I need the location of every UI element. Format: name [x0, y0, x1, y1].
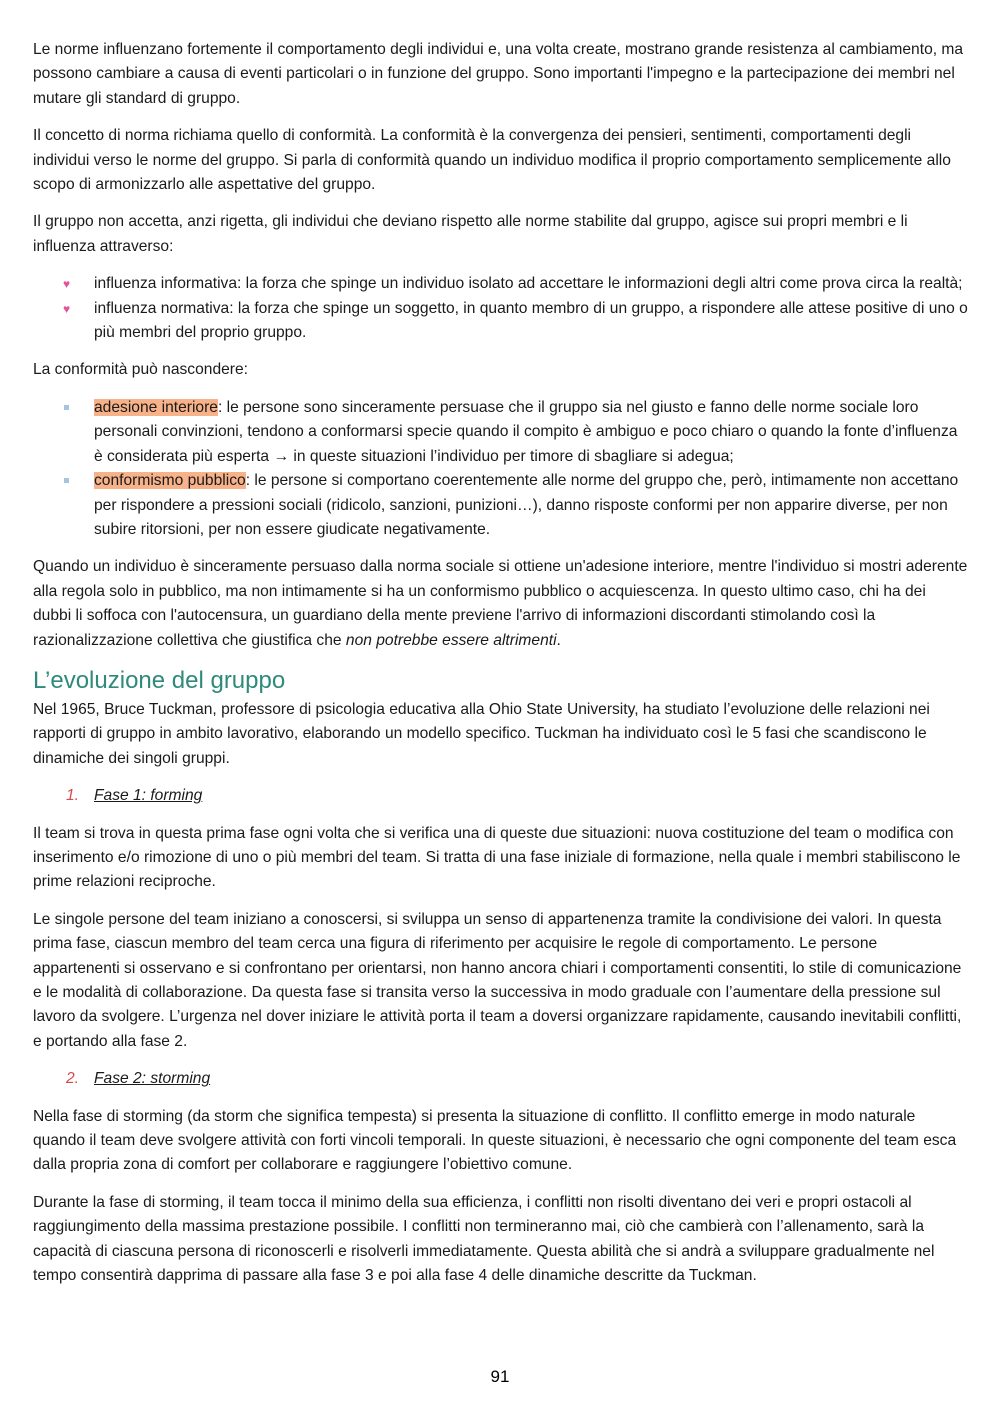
heart-bullet-icon: ♥	[63, 277, 71, 292]
conformity-list	[33, 396, 968, 542]
paragraph: La conformità può nascondere:	[33, 361, 248, 379]
highlighted-term: conformismo pubblico	[94, 472, 246, 490]
document-page	[33, 38, 968, 1301]
section-heading: L’evoluzione del gruppo	[33, 666, 286, 694]
list-item-text: influenza informativa: la forza che spinge un individuo isolato ad accettare le informazioni degli altri come prova circa la realtà;	[94, 275, 963, 293]
emphasis-text: non potrebbe essere altrimenti	[345, 631, 557, 649]
paragraph-text: Quando un individuo è sinceramente persuaso dalla norma sociale si ottiene un'adesione interiore, mentre l'individuo si mostri aderente alla regola solo in pubblico, ma non intimamente si ha un conformismo pubblico o acquiescenza. In questo ultimo caso, chi ha dei dubbi li soffoca con l'autocensura, un guardiano della mente previene l'arrivo di informazioni discordanti stimolando così la razionalizzazione collettiva che giustifica che	[33, 558, 968, 649]
list-item-text: influenza normativa: la forza che spinge un soggetto, in quanto membro di un gruppo, a rispondere alle attese positive di uno o più membri del proprio gruppo.	[94, 299, 968, 342]
influence-list	[33, 272, 968, 345]
square-bullet-icon	[64, 405, 69, 410]
phase-heading	[33, 784, 968, 808]
list-item-text: : le persone si comportano coerentemente alle norme del gruppo che, però, intimamente non accettano per rispondere a pressioni sociali (ridicolo, sanzioni, punizioni…), danno risposte conformi per non apparire diverse, per non subire ritorsioni, per non essere giudicate negativamente.	[94, 472, 959, 538]
list-item	[33, 297, 968, 346]
page-number: 91	[490, 1367, 510, 1386]
paragraph: Nel 1965, Bruce Tuckman, professore di psicologia educativa alla Ohio State University, ha studiato l’evoluzione delle relazioni nei rapporti di gruppo in ambito lavorativo, elaborando un modello specifico. Tuckman ha individuato così le 5 fasi che scandiscono le dinamiche dei singoli gruppi.	[33, 700, 930, 767]
paragraph: Il team si trova in questa prima fase ogni volta che si verifica una di queste due situazioni: nuova costituzione del team o modifica con inserimento e/o rimozione di uno o più membri del team. Si tratta di una fase iniziale di formazione, nella quale i membri stabiliscono le prime relazioni reciproche.	[33, 824, 961, 891]
list-item	[33, 469, 968, 542]
phase-heading	[33, 1067, 968, 1091]
heart-bullet-icon: ♥	[63, 301, 71, 316]
phase-number: 1.	[66, 787, 80, 805]
phase-title: Fase 2: storming	[94, 1070, 211, 1088]
paragraph: Il gruppo non accetta, anzi rigetta, gli individui che deviano rispetto alle norme stabilite dal gruppo, agisce sui propri membri e li influenza attraverso:	[33, 213, 908, 255]
phase-number: 2.	[66, 1070, 80, 1088]
list-item	[33, 396, 968, 469]
paragraph: Le norme influenzano fortemente il comportamento degli individui e, una volta create, mostrano grande resistenza al cambiamento, ma possono cambiare a causa di eventi particolari o in funzione del gruppo. Sono importanti l'impegno e la partecipazione dei membri nel mutare gli standard di gruppo.	[33, 41, 964, 107]
paragraph: Nella fase di storming (da storm che significa tempesta) si presenta la situazione di conflitto. Il conflitto emerge in modo naturale quando il team deve svolgere attività con forti vincoli temporali. In queste situazioni, è necessario che ogni componente del team esca dalla propria zona di comfort per collaborare e raggiungere l’obiettivo comune.	[33, 1107, 957, 1174]
paragraph: Le singole persone del team iniziano a conoscersi, si sviluppa un senso di appartenenza tramite la condivisione dei valori. In questa prima fase, ciascun membro del team cerca una figura di riferimento per acquisire le regole di comportamento. Le persone appartenenti si osservano e si confrontano per orientarsi, non hanno ancora chiari i comportamenti consentiti, lo stile di comunicazione e le modalità di collaborazione. Da questa fase si transita verso la successiva in modo graduale con l’aumentare della pressione sul lavoro da svolgere. L’urgenza nel dover iniziare le attività porta il team a doversi organizzare rapidamente, causando inevitabili conflitti, e portando alla fase 2.	[33, 910, 962, 1050]
paragraph: Durante la fase di storming, il team tocca il minimo della sua efficienza, i conflitti non risolti diventano dei veri e propri ostacoli al raggiungimento della massima prestazione possibile. I conflitti non termineranno mai, ciò che cambierà con l’allenamento, sarà la capacità di ciascuna persona di riconoscerli e risolverli immediatamente. Questa abilità che si andrà a sviluppare gradualmente nel tempo consentirà dapprima di passare alla fase 3 e poi alla fase 4 delle dinamiche descritte da Tuckman.	[33, 1193, 935, 1285]
list-item-text: : le persone sono sinceramente persuase che il gruppo sia nel giusto e fanno delle norme sociale loro personali convinzioni, tendono a conformarsi specie quando il compito è ambiguo e poco chiaro o quando la fonte d’influenza è considerata più esperta → in queste situazioni l’individuo per timore di sbagliare si adegua;	[94, 398, 958, 465]
highlighted-term: adesione interiore	[94, 398, 218, 416]
paragraph	[33, 555, 968, 653]
square-bullet-icon	[64, 478, 69, 483]
paragraph-text: .	[556, 631, 561, 649]
list-item	[33, 272, 968, 296]
phase-title: Fase 1: forming	[94, 787, 203, 805]
paragraph: Il concetto di norma richiama quello di conformità. La conformità è la convergenza dei pensieri, sentimenti, comportamenti degli individui verso le norme del gruppo. Si parla di conformità quando un individuo modifica il proprio comportamento semplicemente allo scopo di armonizzarlo alle aspettative del gruppo.	[33, 127, 951, 194]
